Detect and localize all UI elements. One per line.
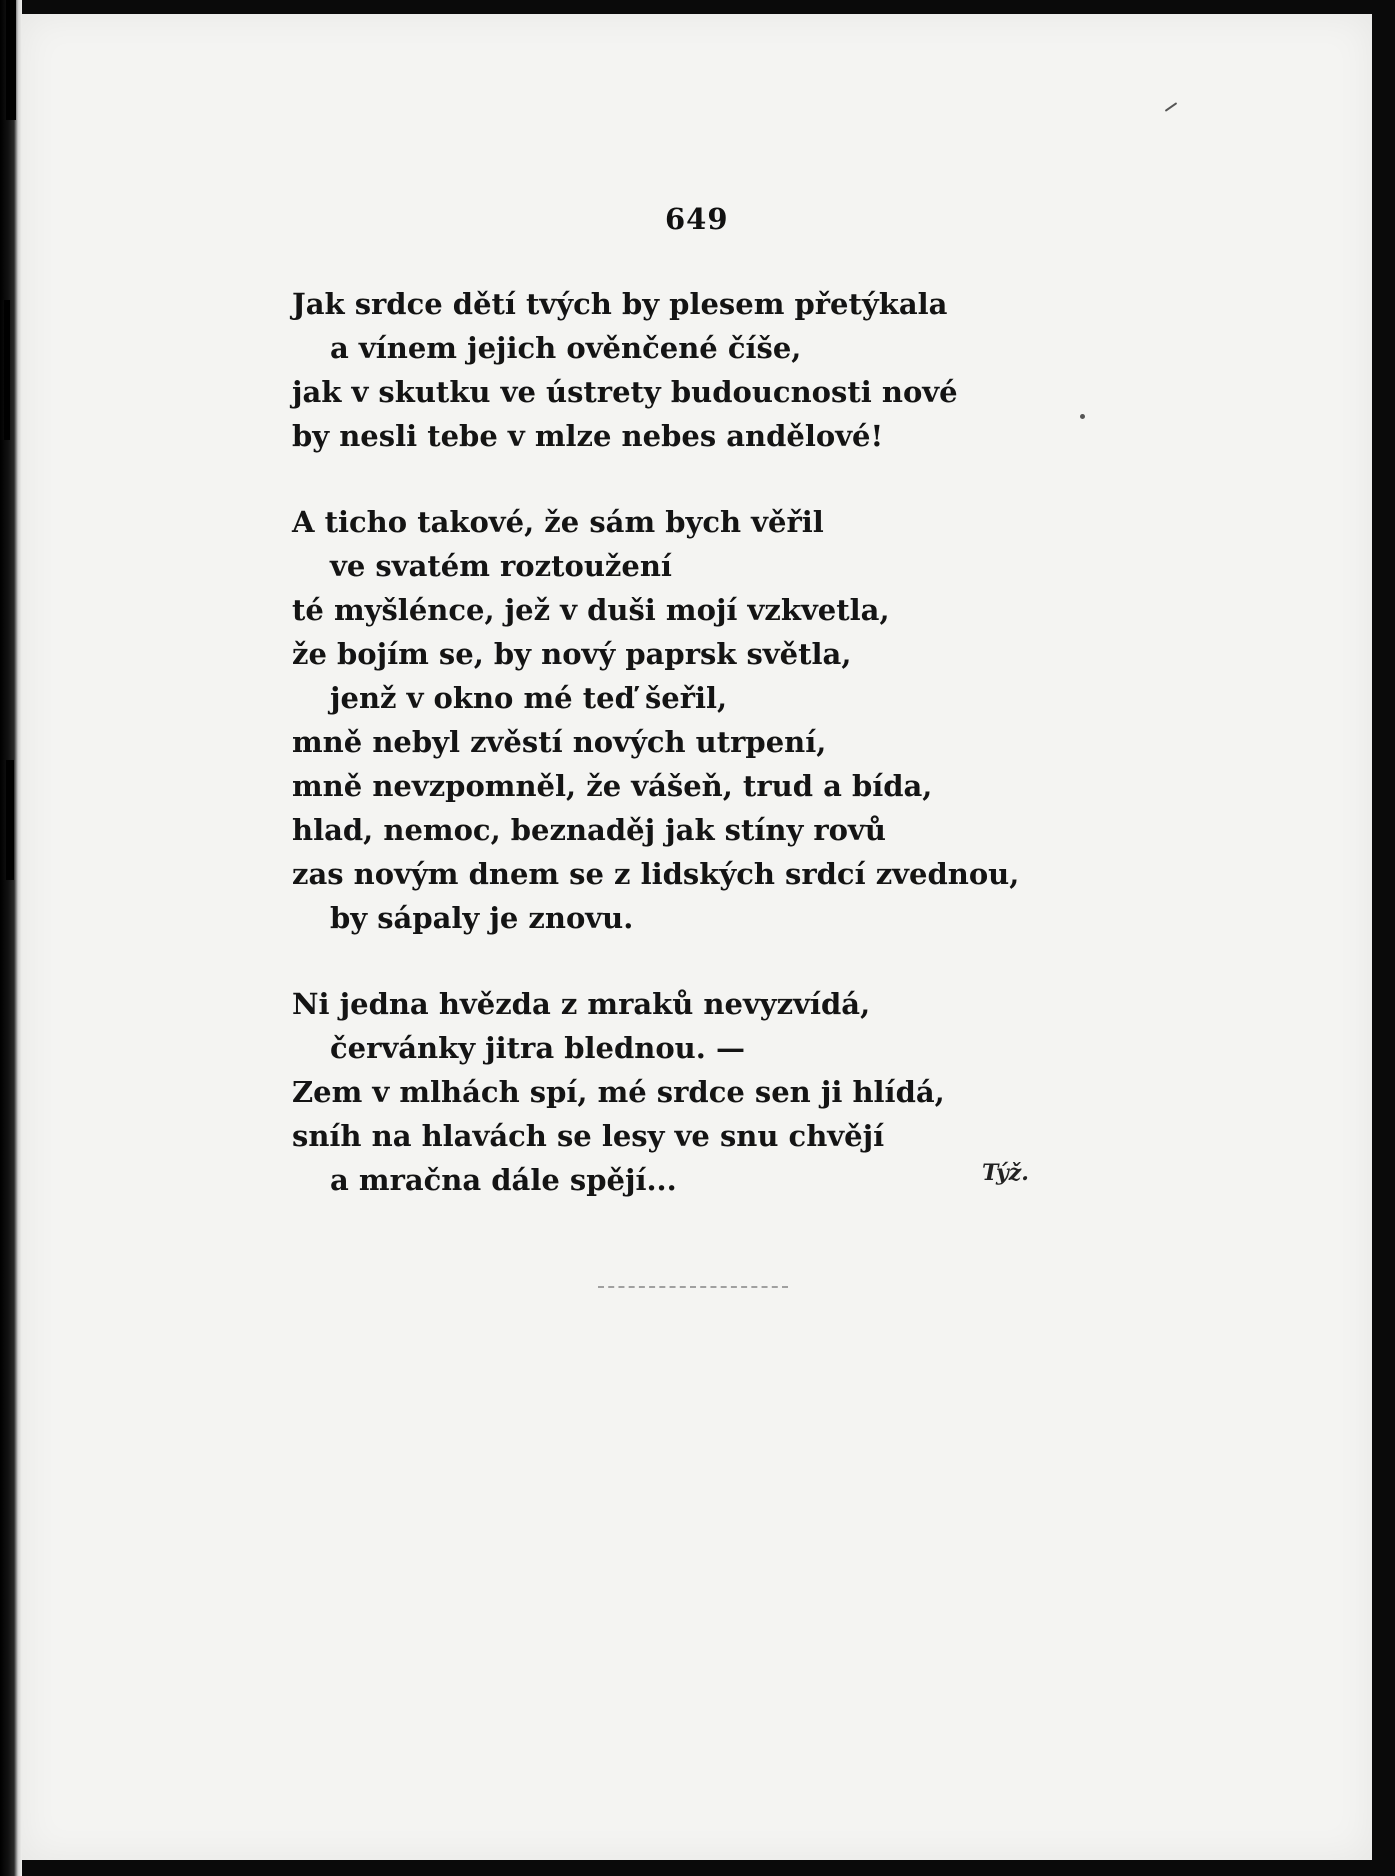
signature: Týž. xyxy=(982,1160,1029,1186)
poem-line: Zem v mlhách spí, mé srdce sen ji hlídá, xyxy=(292,1075,945,1109)
poem-line: jak v skutku ve ústrety budoucnosti nové xyxy=(292,375,958,409)
book-page xyxy=(22,14,1372,1860)
scan-edge-mark xyxy=(6,0,16,120)
poem-line: červánky jitra blednou. — xyxy=(330,1031,745,1065)
poem-line: sníh na hlavách se lesy ve snu chvějí xyxy=(292,1119,885,1153)
scan-speck xyxy=(1165,102,1178,112)
poem-line: zas novým dnem se z lidských srdcí zvednou, xyxy=(292,857,1020,891)
poem-line: že bojím se, by nový paprsk světla, xyxy=(292,637,852,671)
scan-edge-mark xyxy=(4,300,10,440)
poem-line: Jak srdce dětí tvých by plesem přetýkala xyxy=(292,287,948,321)
poem-line: mně nevzpomněl, že vášeň, trud a bída, xyxy=(292,769,933,803)
poem-line: a vínem jejich ověnčené číše, xyxy=(330,331,802,365)
poem-line: ve svatém roztoužení xyxy=(330,549,672,583)
stanza xyxy=(292,500,1052,940)
poem-line: by sápaly je znovu. xyxy=(330,901,634,935)
stanza xyxy=(292,982,1052,1202)
poem-line: jenž v okno mé teď šeřil, xyxy=(330,681,728,715)
page-number: 649 xyxy=(665,202,729,236)
divider-rule xyxy=(598,1286,788,1290)
scan-edge-mark xyxy=(6,760,14,880)
poem xyxy=(292,282,1052,1244)
poem-line: mně nebyl zvěstí nových utrpení, xyxy=(292,725,827,759)
poem-line: té myšlénce, jež v duši mojí vzkvetla, xyxy=(292,593,890,627)
poem-line: by nesli tebe v mlze nebes andělové! xyxy=(292,419,884,453)
poem-line: hlad, nemoc, beznaděj jak stíny rovů xyxy=(292,813,886,847)
stanza xyxy=(292,282,1052,458)
scan-edge xyxy=(0,0,22,1876)
scan-speck xyxy=(1080,414,1085,419)
poem-line: a mračna dále spějí... xyxy=(330,1163,677,1197)
poem-line: A ticho takové, že sám bych věřil xyxy=(292,505,824,539)
poem-line: Ni jedna hvězda z mraků nevyzvídá, xyxy=(292,987,871,1021)
